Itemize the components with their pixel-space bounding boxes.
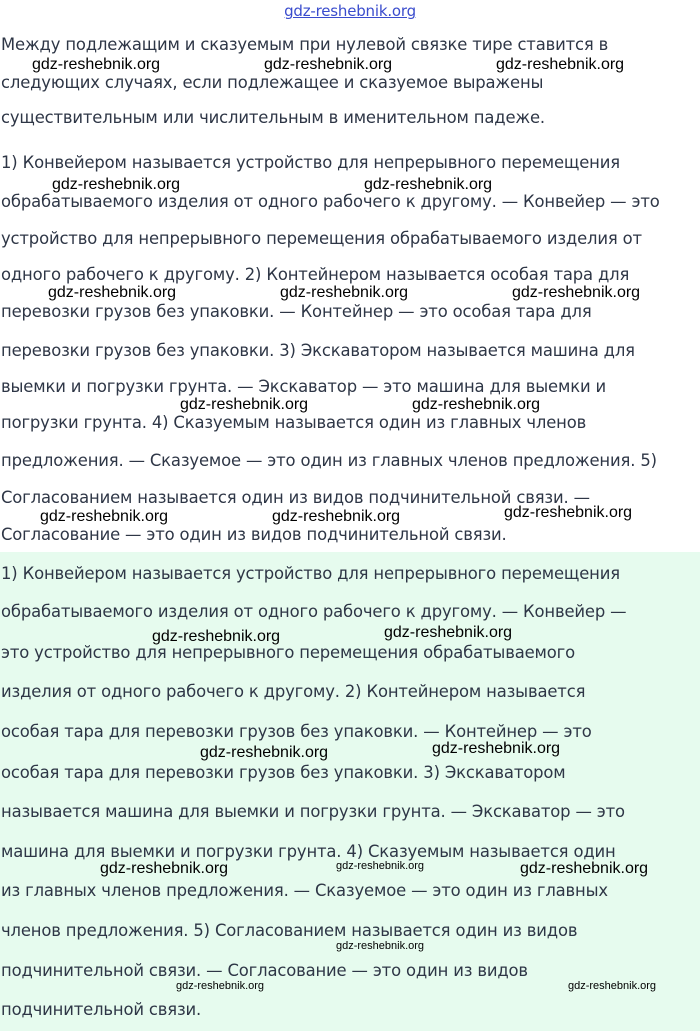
text-line: машина для выемки и погрузки грунта. 4) Сказуемым называется один [1,842,616,861]
text-line: это устройство для непрерывного перемещения обрабатываемого [1,643,575,662]
watermark: gdz-reshebnik.org [336,860,425,872]
text-line: особая тара для перевозки грузов без упаковки. — Контейнер — это [1,722,592,741]
watermark: gdz-reshebnik.org [200,744,329,761]
watermark: gdz-reshebnik.org [364,176,493,193]
watermark: gdz-reshebnik.org [336,940,425,952]
watermark: gdz-reshebnik.org [152,628,281,645]
answer-box [0,552,700,1031]
text-line: Между подлежащим и сказуемым при нулевой связке тире ставится в [1,35,609,54]
site-link[interactable]: gdz-reshebnik.org [284,2,416,20]
text-line: 1) Конвейером называется устройство для непрерывного перемещения [1,153,620,172]
watermark: gdz-reshebnik.org [412,396,541,413]
watermark: gdz-reshebnik.org [176,980,265,992]
text-line: выемки и погрузки грунта. — Экскаватор — это машина для выемки и [1,377,607,396]
watermark: gdz-reshebnik.org [52,176,181,193]
watermark: gdz-reshebnik.org [432,740,561,757]
text-line: следующих случаях, если подлежащее и сказуемое выражены [1,73,544,92]
text-line: погрузки грунта. 4) Сказуемым называется один из главных членов [1,413,587,432]
text-line: перевозки грузов без упаковки. — Контейнер — это особая тара для [1,302,592,321]
text-line: подчинительной связи. — Согласование — это один из видов [1,961,528,980]
text-line: одного рабочего к другому. 2) Контейнером называется особая тара для [1,265,630,284]
text-line: обрабатываемого изделия от одного рабочего к другому. — Конвейер — [1,602,627,621]
text-line: перевозки грузов без упаковки. 3) Экскаватором называется машина для [1,341,635,360]
watermark: gdz-reshebnik.org [264,56,393,73]
text-line: Согласование — это один из видов подчинительной связи. [1,525,507,544]
text-line: устройство для непрерывного перемещения обрабатываемого изделия от [1,229,642,248]
text-line: подчинительной связи. [1,1000,202,1019]
text-line: изделия от одного рабочего к другому. 2) Контейнером называется [1,682,586,701]
watermark: gdz-reshebnik.org [504,504,633,521]
watermark: gdz-reshebnik.org [512,284,641,301]
text-line: особая тара для перевозки грузов без упаковки. 3) Экскаватором [1,763,566,782]
text-line: Согласованием называется один из видов подчинительной связи. — [1,488,590,507]
text-line: из главных членов предложения. — Сказуемое — это один из главных [1,881,608,900]
watermark: gdz-reshebnik.org [280,284,409,301]
text-line: существительным или числительным в именительном падеже. [1,108,545,127]
watermark: gdz-reshebnik.org [180,396,309,413]
text-line: называется машина для выемки и погрузки грунта. — Экскаватор — это [1,802,625,821]
watermark: gdz-reshebnik.org [520,860,649,877]
text-line: предложения. — Сказуемое — это один из главных членов предложения. 5) [1,451,657,470]
text-line: членов предложения. 5) Согласованием называется один из видов [1,921,578,940]
text-line: 1) Конвейером называется устройство для непрерывного перемещения [1,564,620,583]
watermark: gdz-reshebnik.org [272,508,401,525]
watermark: gdz-reshebnik.org [496,56,625,73]
watermark: gdz-reshebnik.org [100,860,229,877]
watermark: gdz-reshebnik.org [48,284,177,301]
watermark: gdz-reshebnik.org [384,624,513,641]
watermark: gdz-reshebnik.org [32,56,161,73]
watermark: gdz-reshebnik.org [40,508,169,525]
text-line: обрабатываемого изделия от одного рабочего к другому. — Конвейер — это [1,192,660,211]
watermark: gdz-reshebnik.org [568,980,657,992]
